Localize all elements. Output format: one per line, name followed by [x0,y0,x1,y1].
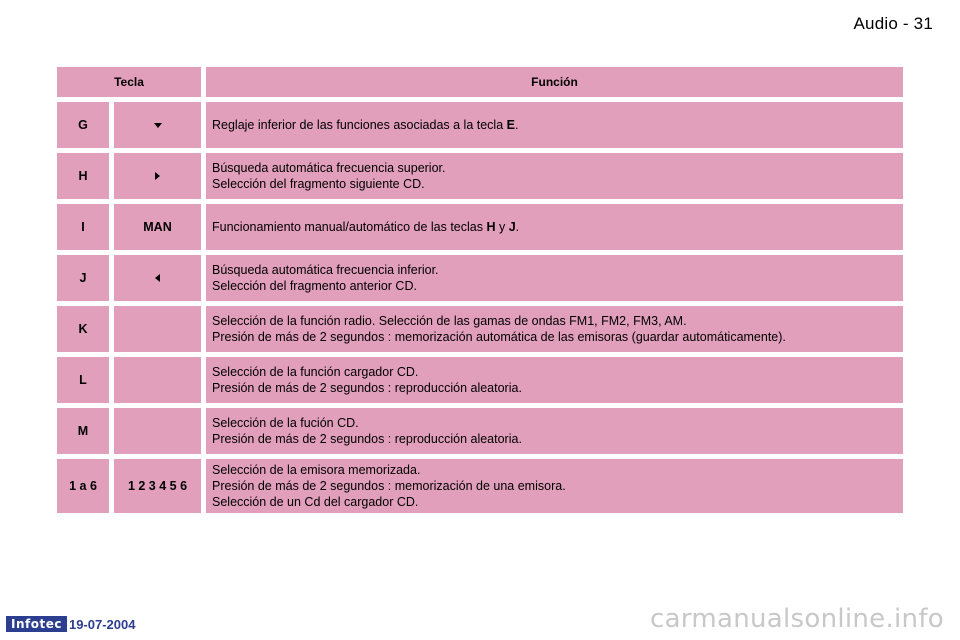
symbol-cell [114,255,201,301]
function-cell [206,459,903,513]
function-line: Selección de un Cd del cargador CD. [212,495,419,509]
function-line: Selección de la fución CD. [212,416,359,430]
symbol-cell: 1 2 3 4 5 6 [114,459,201,513]
function-line: Búsqueda automática frecuencia superior. [212,161,446,175]
key-cell: G [57,102,109,148]
table-row [57,102,903,148]
function-cell [206,255,903,301]
function-line: Presión de más de 2 segundos : memorización automática de las emisoras (guardar automáticamente). [212,330,786,344]
key-cell: H [57,153,109,199]
symbol-cell [114,408,201,454]
watermark: carmanualsonline.info [649,604,944,634]
table-row [57,306,903,352]
symbol-cell [114,306,201,352]
table-row [57,204,903,250]
table-row [57,408,903,454]
function-line: Búsqueda automática frecuencia inferior. [212,263,439,277]
function-line: Presión de más de 2 segundos : reproducción aleatoria. [212,381,522,395]
footer-date: 19-07-2004 [68,616,136,632]
function-line [212,117,518,133]
column-header-key: Tecla [57,67,201,97]
function-cell [206,204,903,250]
function-text: Reglaje inferior de las funciones asociadas a la tecla [212,118,507,132]
key-reference: J [508,220,516,234]
key-cell: I [57,204,109,250]
arrow-right-icon [155,172,160,180]
function-text-suffix: . [514,118,519,132]
function-cell [206,408,903,454]
key-cell: K [57,306,109,352]
footer [6,616,135,632]
table-header-row [57,67,903,97]
function-cell [206,153,903,199]
function-text: Funcionamiento manual/automático de las teclas [212,220,487,234]
function-cell [206,306,903,352]
column-header-function: Función [206,67,903,97]
function-text-suffix: . [515,220,520,234]
function-line: Selección de la función cargador CD. [212,365,419,379]
table-row [57,357,903,403]
function-line: Presión de más de 2 segundos : reproducción aleatoria. [212,432,522,446]
function-line: Selección de la emisora memorizada. [212,463,421,477]
function-line: Presión de más de 2 segundos : memorización de una emisora. [212,479,566,493]
key-cell: M [57,408,109,454]
infotec-logo: Infotec [6,616,67,632]
function-table [57,67,903,518]
function-line [212,219,519,235]
key-cell: J [57,255,109,301]
key-cell: 1 a 6 [57,459,109,513]
function-line: Selección del fragmento siguiente CD. [212,177,425,191]
symbol-cell [114,153,201,199]
symbol-cell [114,357,201,403]
table-row [57,153,903,199]
arrow-left-icon [155,274,160,282]
function-cell [206,357,903,403]
key-reference: H [486,220,496,234]
table-row [57,255,903,301]
function-cell [206,102,903,148]
arrow-down-icon [154,123,162,128]
function-line: Selección del fragmento anterior CD. [212,279,417,293]
page-title: Audio - 31 [853,14,933,33]
key-reference: E [506,118,515,132]
table-row [57,459,903,513]
function-text-mid: y [495,220,509,234]
symbol-cell: MAN [114,204,201,250]
function-line: Selección de la función radio. Selección de las gamas de ondas FM1, FM2, FM3, AM. [212,314,687,328]
symbol-cell [114,102,201,148]
key-cell: L [57,357,109,403]
